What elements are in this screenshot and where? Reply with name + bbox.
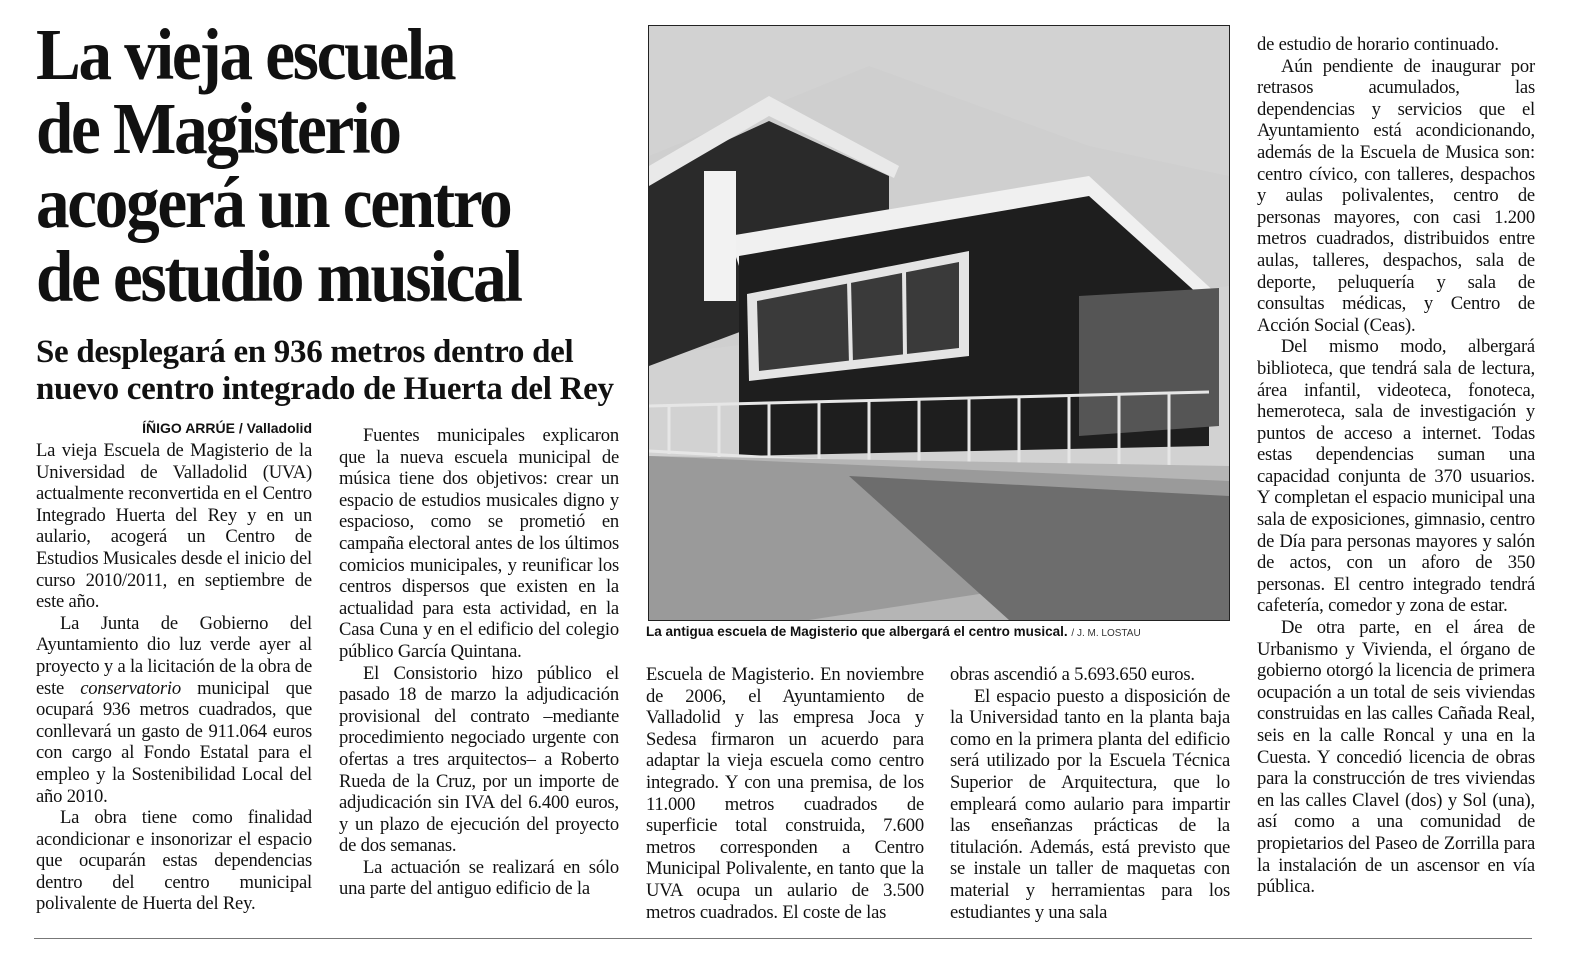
paragraph: Fuentes municipales explicaron que la nueva escuela municipal de música tiene dos objetivos: crear un espacio de estudios musicales digno y espacioso, como se prometió en campaña electoral antes de los últimos comicios municipales, y reunificar los centros dispersos que existen en la actualidad para esta actividad, en la Casa Cuna y en el edificio del colegio público García Quintana. [339,425,619,662]
article-column-1 [36,418,312,915]
paragraph: El espacio puesto a disposición de la Universidad tanto en la planta baja como en la primera planta del edificio será utilizado por la Escuela Técnica Superior de Arquitectura, que lo empleará como aulario para impartir las enseñanzas prácticas de la titulación. Además, está previsto que se instale un taller de maquetas con material y herramientas para los estudiantes y una sala [950,685,1230,923]
paragraph: La obra tiene como finalidad acondicionar e insonorizar el espacio que ocuparán estas dependencias dentro del centro municipal polivalente de Huerta del Rey. [36,807,312,915]
paragraph: obras ascendió a 5.693.650 euros. [950,664,1195,685]
paragraph: de estudio de horario continuado. [1257,34,1499,55]
paragraph: Aún pendiente de inaugurar por retrasos acumulados, las dependencias y servicios que el Ayuntamiento está acondicionando, además de la Escuela de Musica son: centro cívico, con talleres, despachos y aulas polivalentes, centro de personas mayores, con casi 1.200 metros cuadrados, distribuidos entre aulas, talleres, despachos, sala de deporte, peluquería y sala de consultas médicas, y Centro de Acción Social (Ceas). [1257,55,1535,336]
subhead-line: Se desplegará en 936 metros dentro del [36,334,574,370]
subheadline [36,334,646,408]
headline-line: La vieja escuela [36,14,455,95]
paragraph: El Consistorio hizo público el pasado 18 de marzo la adjudicación provisional del contrato –mediante procedimiento negociado urgente con ofertas a tres arquitectos– a Roberto Rueda de la Cruz, por un importe de adjudicación sin IVA del 6.400 euros, y un plazo de ejecución del proyecto de dos semanas. [339,662,619,857]
headline-line: acogerá un centro [36,162,511,243]
headline [36,14,588,317]
paragraph: Escuela de Magisterio. En noviembre de 2006, el Ayuntamiento de Valladolid y las empresa Joca y Sedesa firmaron un acuerdo para adaptar la vieja escuela como centro integrado. Y con una premisa, de los 11.000 metros cuadrados de superficie total construida, 7.600 metros corresponden a Centro Municipal Polivalente, en tanto que la UVA ocupa un aulario de 3.500 metros cuadrados. El coste de las [646,664,924,923]
building-illustration [649,26,1229,620]
article-column-4 [950,664,1230,923]
subhead-line: nuevo centro integrado de Huerta del Rey [36,371,614,407]
article-column-3 [646,664,924,923]
photo-credit: / J. M. LOSTAU [1071,628,1141,639]
headline-line: de estudio musical [36,236,521,317]
byline: ÍÑIGO ARRÚE / Valladolid [142,420,312,436]
paragraph: La Junta de Gobierno del Ayuntamiento dio luz verde ayer al proyecto y a la licitación de la obra de este conservatorio municipal que ocupará 936 metros cuadrados, que conllevará un gasto de 911.064 euros con cargo al Fondo Estatal para el empleo y la Sostenibilidad Local del año 2010. [36,612,313,807]
paragraph: Del mismo modo, albergará biblioteca, que tendrá sala de lectura, área infantil, videoteca, fonoteca, hemeroteca, sala de investigación y puntos de acceso a internet. Todas estas dependencias suman una capacidad conjunta de 370 usuarios. Y completan el espacio municipal una sala de exposiciones, gimnasio, centro de Día para personas mayores y salón de actos, con un aforo de 350 personas. El centro integrado tendrá cafetería, comedor y zona de estar. [1257,336,1535,617]
article-column-2 [339,425,619,900]
paragraph: La actuación se realizará en sólo una parte del antiguo edificio de la [339,856,619,900]
bottom-rule [34,938,1532,939]
paragraph: La vieja Escuela de Magisterio de la Universidad de Valladolid (UVA) actualmente reconvertida en el Centro Integrado Huerta del Rey y en un aulario, acogerá un Centro de Estudios Musicales desde el inicio del curso 2010/2011, en septiembre de este año. [36,440,312,613]
paragraph: De otra parte, en el área de Urbanismo y Vivienda, el órgano de gobierno otorgó la licencia de primera ocupación a un total de seis viviendas construidas en las calles Cañada Real, seis en la calle Roncal y una en la Cuesta. Y concedió licencia de obras para la construcción de tres viviendas en las calles Clavel (dos) y Sol (una), así como a una comunidad de propietarios del Paseo de Zorrilla para la instalación de un ascensor en vía pública. [1257,617,1535,898]
article-column-5 [1257,34,1535,898]
headline-line: de Magisterio [36,88,400,169]
caption-text: La antigua escuela de Magisterio que albergará el centro musical. [646,624,1068,639]
building-photo [648,25,1230,621]
emphasis: conservatorio [80,677,181,699]
photo-caption [646,623,1236,643]
